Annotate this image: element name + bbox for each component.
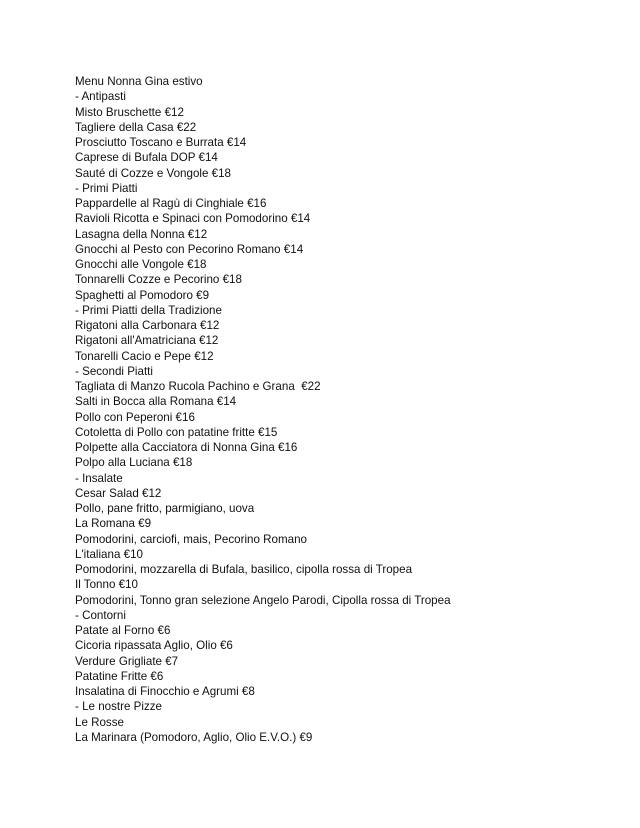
menu-item: Cotoletta di Pollo con patatine fritte €15 (75, 425, 278, 439)
menu-item: Insalatina di Finocchio e Agrumi €8 (75, 685, 255, 698)
section-heading: - Le nostre Pizze (75, 700, 162, 714)
menu-item: Verdure Grigliate €7 (75, 654, 179, 668)
menu-item-description: Pomodorini, carciofi, mais, Pecorino Romano (75, 532, 307, 546)
menu-item: Il Tonno €10 (75, 578, 138, 592)
menu-item: Polpette alla Cacciatora di Nonna Gina €16 (75, 441, 298, 454)
menu-item: L'italiana €10 (75, 547, 143, 561)
menu-item-description: Pomodorini, Tonno gran selezione Angelo Parodi, Cipolla rossa di Tropea (75, 593, 451, 607)
menu-item: La Romana €9 (75, 517, 152, 531)
menu-item: Tagliere della Casa €22 (75, 120, 197, 134)
menu-item: Sauté di Cozze e Vongole €18 (75, 166, 231, 180)
menu-item: Rigatoni alla Carbonara €12 (75, 319, 220, 332)
menu-item: Ravioli Ricotta e Spinaci con Pomodorino €14 (75, 212, 311, 226)
menu-item: Lasagna della Nonna €12 (75, 227, 208, 241)
menu-item: La Marinara (Pomodoro, Aglio, Olio E.V.O.) €9 (75, 730, 313, 744)
menu-item-description: Le Rosse (75, 715, 124, 729)
menu-item: Tonarelli Cacio e Pepe €12 (75, 349, 214, 363)
menu-item: Cicoria ripassata Aglio, Olio €6 (75, 639, 233, 653)
section-heading: - Insalate (75, 471, 123, 485)
menu-item: Pappardelle al Ragù di Cinghiale €16 (75, 197, 267, 210)
document-title: Menu Nonna Gina estivo (75, 75, 203, 88)
menu-item: Gnocchi al Pesto con Pecorino Romano €14 (75, 242, 304, 256)
menu-item: Misto Bruschette €12 (75, 105, 184, 119)
menu-item: Salti in Bocca alla Romana €14 (75, 395, 237, 409)
menu-item: Prosciutto Toscano e Burrata €14 (75, 136, 247, 149)
section-heading: - Contorni (75, 608, 126, 622)
section-heading: - Primi Piatti (75, 181, 138, 195)
menu-item: Rigatoni all'Amatriciana €12 (75, 334, 219, 348)
menu-item: Polpo alla Luciana €18 (75, 456, 193, 470)
menu-item: Patatine Fritte €6 (75, 669, 164, 683)
menu-item: Cesar Salad €12 (75, 486, 162, 500)
menu-item: Pollo con Peperoni €16 (75, 410, 195, 424)
menu-item: Tagliata di Manzo Rucola Pachino e Grana €22 (75, 380, 321, 393)
menu-item: Caprese di Bufala DOP €14 (75, 151, 218, 165)
menu-item: Gnocchi alle Vongole €18 (75, 258, 207, 271)
section-heading: - Antipasti (75, 90, 126, 104)
menu-item: Tonnarelli Cozze e Pecorino €18 (75, 273, 242, 287)
menu-item: Patate al Forno €6 (75, 624, 171, 637)
menu-item-description: Pollo, pane fritto, parmigiano, uova (75, 502, 255, 515)
section-heading: - Secondi Piatti (75, 364, 153, 378)
menu-item: Spaghetti al Pomodoro €9 (75, 288, 210, 302)
section-heading: - Primi Piatti della Tradizione (75, 303, 222, 317)
menu-text-block (75, 74, 615, 745)
menu-item-description: Pomodorini, mozzarella di Bufala, basilico, cipolla rossa di Tropea (75, 563, 413, 576)
